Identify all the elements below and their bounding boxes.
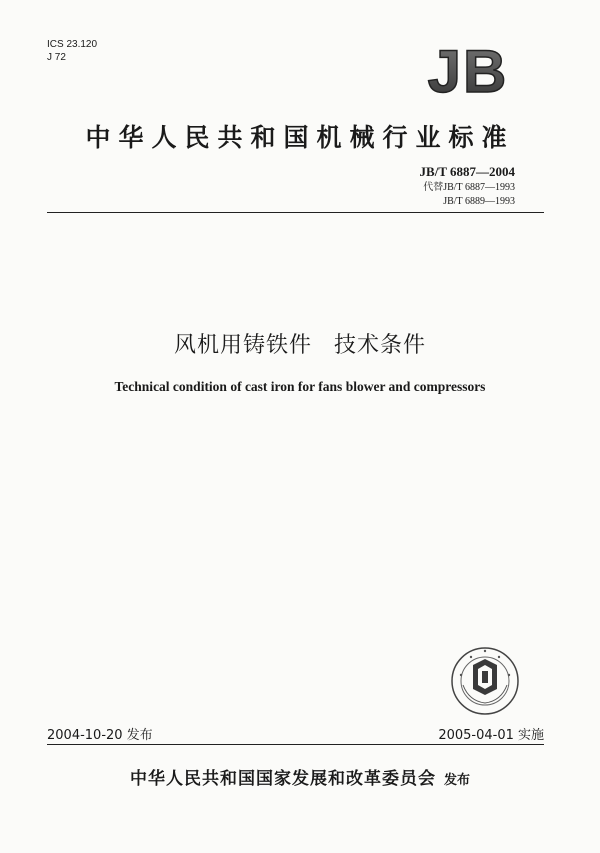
jb-logo bbox=[418, 42, 518, 102]
classification-code: J 72 bbox=[47, 52, 66, 63]
standard-type-title: 中华人民共和国机械行业标准 bbox=[85, 123, 515, 152]
issuer-name: 中华人民共和国国家发展和改革委员会 bbox=[129, 769, 436, 789]
issuer-suffix: 发布 bbox=[443, 773, 470, 788]
chinese-title bbox=[0, 328, 600, 359]
standard-codes bbox=[420, 163, 515, 209]
replaces-line-2: JB/T 6889—1993 bbox=[443, 196, 515, 207]
standard-number: JB/T 6887—2004 bbox=[419, 164, 515, 179]
publisher-seal-icon bbox=[449, 645, 521, 721]
header-divider bbox=[47, 212, 544, 213]
footer-divider bbox=[47, 744, 544, 745]
english-title: Technical condition of cast iron for fans blower and compressors bbox=[114, 379, 486, 394]
replaces-line-1: 代替JB/T 6887—1993 bbox=[423, 182, 515, 193]
implement-date: 2005-04-01 实施 bbox=[438, 728, 544, 743]
jb-logo-text: JB bbox=[427, 42, 509, 98]
issuing-authority bbox=[0, 764, 600, 789]
ics-block bbox=[47, 38, 97, 64]
publish-date: 2004-10-20 发布 bbox=[47, 728, 153, 743]
ics-code: ICS 23.120 bbox=[47, 39, 98, 50]
chinese-title-part-2: 技术条件 bbox=[334, 333, 427, 358]
chinese-title-part-1: 风机用铸铁件 bbox=[173, 333, 312, 358]
